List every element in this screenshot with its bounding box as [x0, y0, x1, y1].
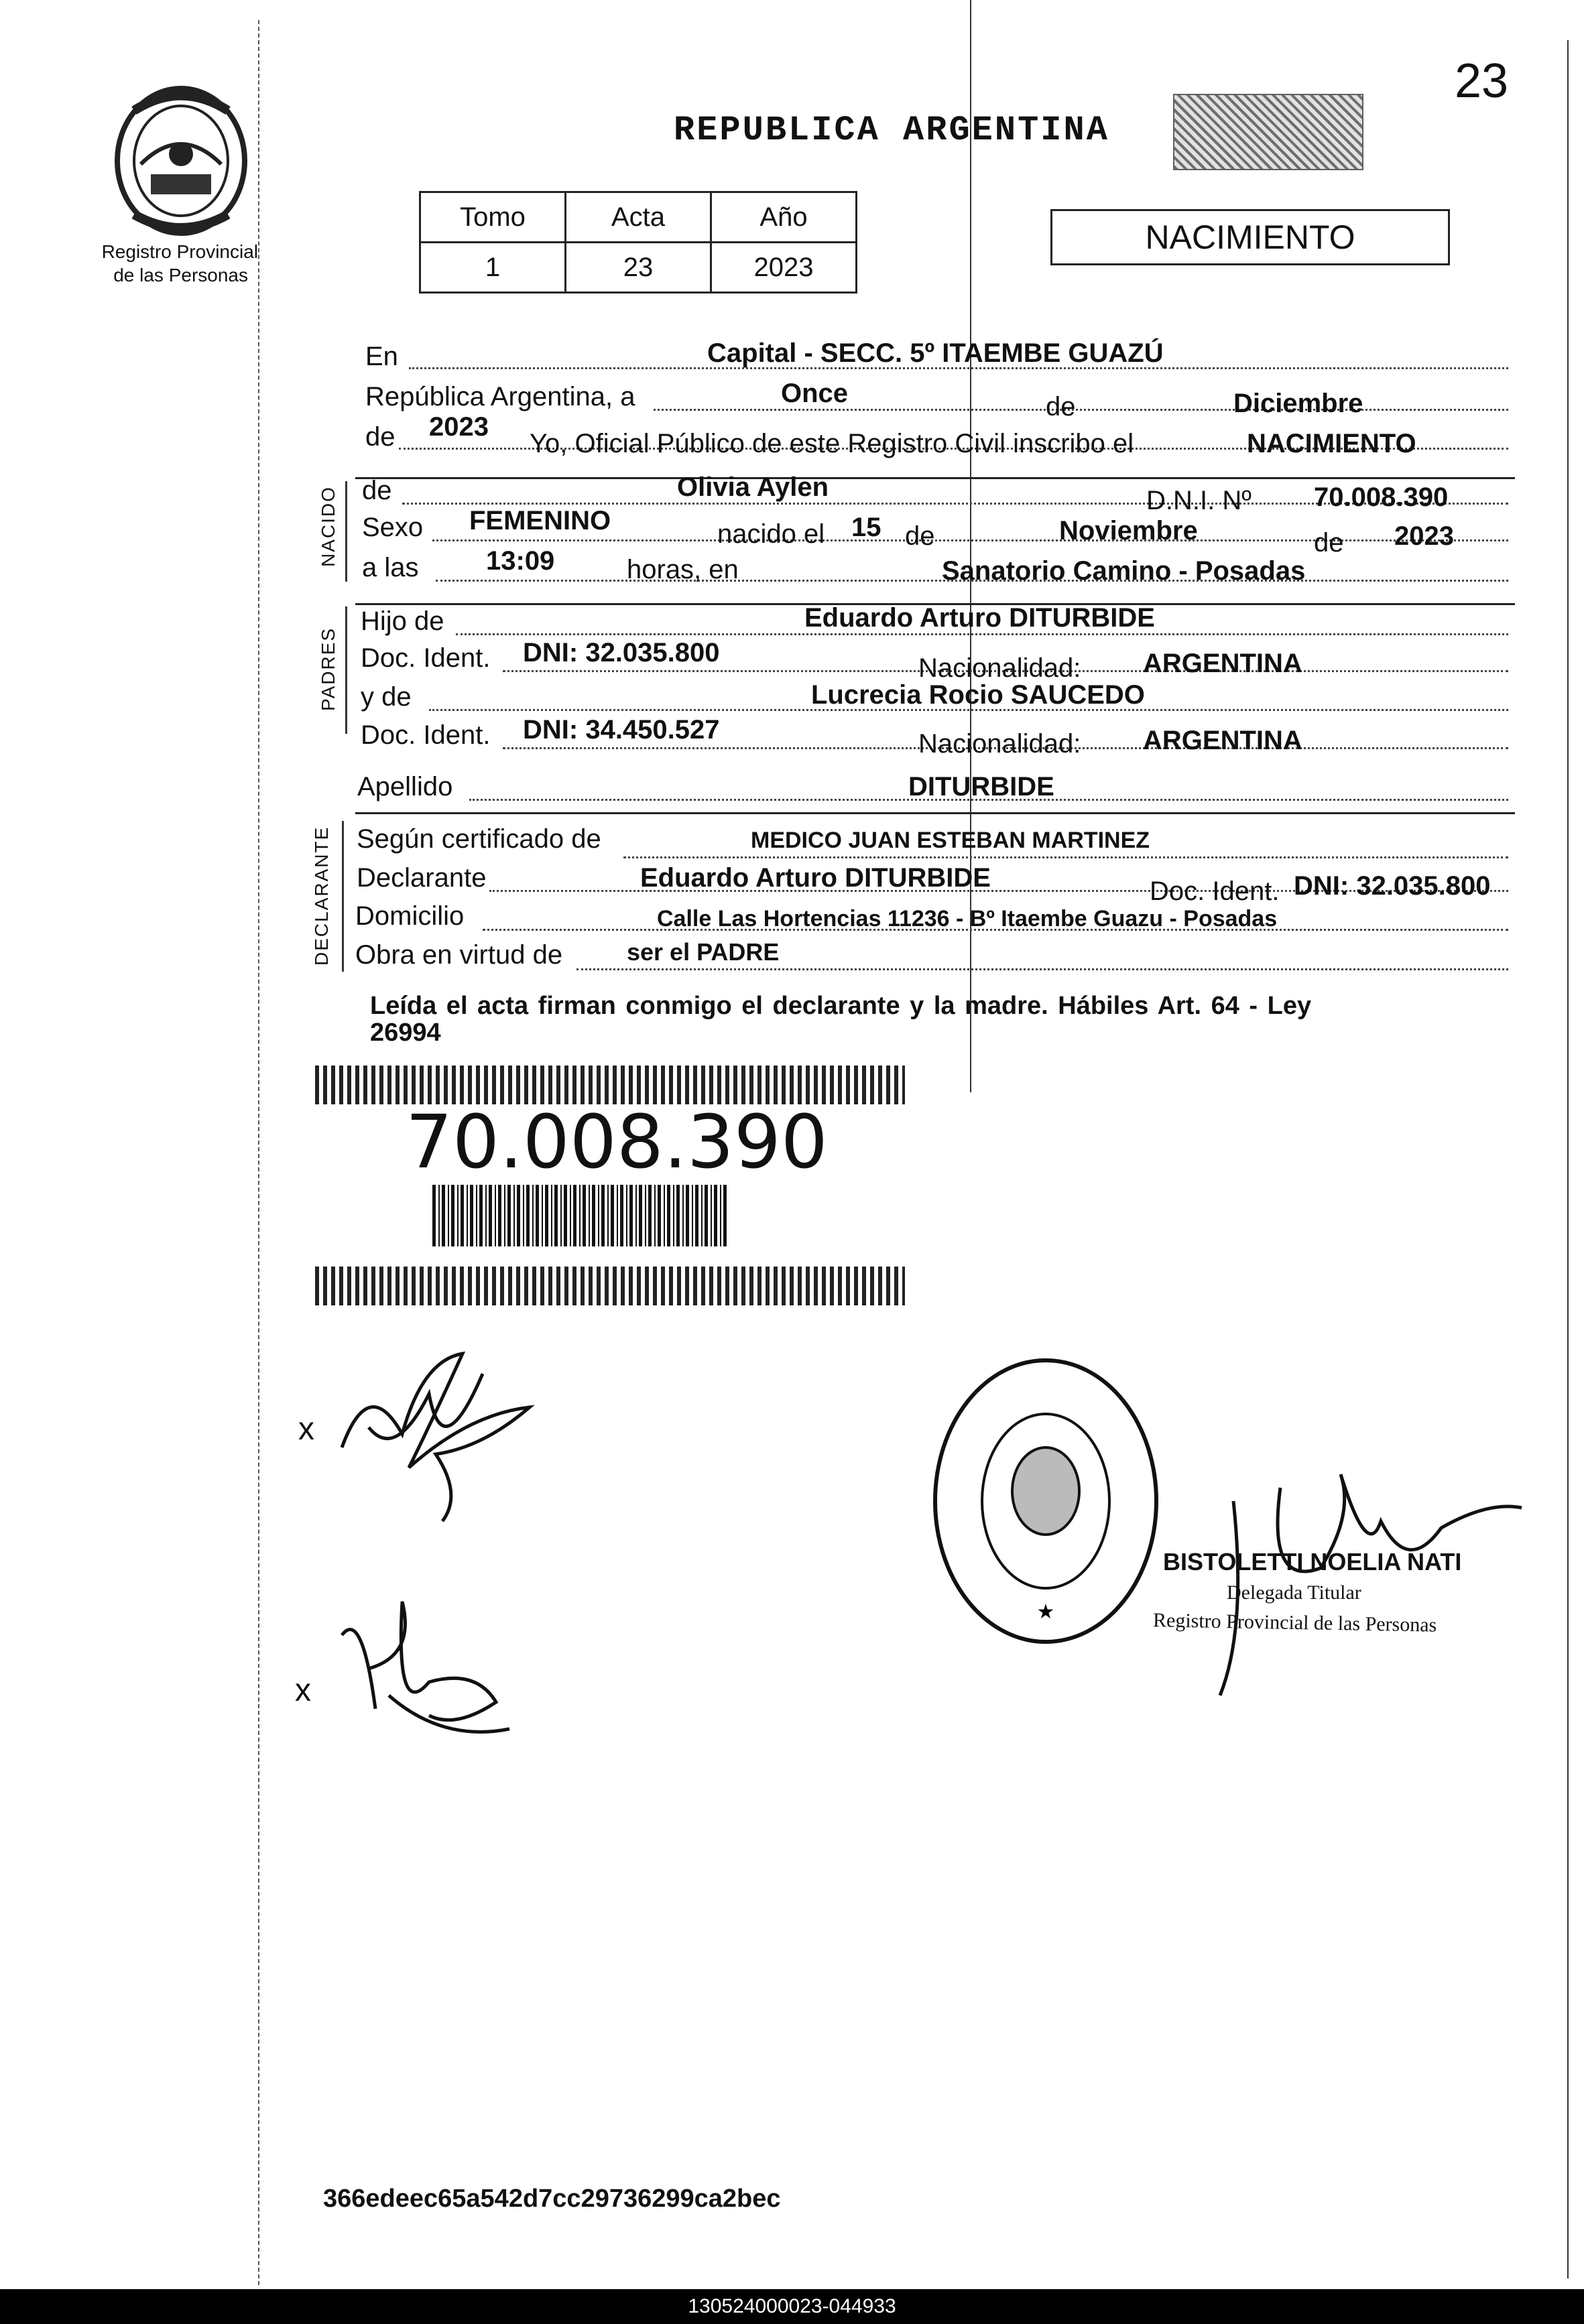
declarante-doc-label: Doc. Ident.: [1150, 877, 1280, 906]
svg-text:★: ★: [1036, 1601, 1055, 1623]
birth-month: Noviembre: [1059, 516, 1198, 545]
mother-doc: DNI: 34.450.527: [523, 715, 720, 745]
closing-line-2: 26994: [370, 1019, 441, 1047]
father-nationality: ARGENTINA: [1143, 649, 1302, 678]
birth-year: 2023: [1394, 521, 1454, 551]
sticker-barcode: [432, 1185, 727, 1246]
mother-nationality-label: Nacionalidad:: [918, 729, 1081, 759]
section-divider: [355, 477, 1515, 479]
official-name: BISTOLETTI NOELIA NATI: [1163, 1548, 1462, 1575]
official-registry: Registro Provincial de las Personas: [1152, 1609, 1437, 1636]
dotline: [432, 539, 1508, 541]
left-margin-line: [258, 20, 259, 2285]
de-label: de: [1046, 392, 1076, 422]
ano-header: Año: [711, 192, 857, 243]
declarante-signature: [328, 1334, 543, 1528]
declarante-bracket: [342, 821, 344, 972]
birth-time: 13:09: [486, 546, 555, 576]
nacido-de-label-2: de: [905, 521, 935, 551]
mother-nationality: ARGENTINA: [1143, 726, 1302, 755]
apellido-value: DITURBIDE: [908, 772, 1054, 801]
birth-day: 15: [851, 513, 881, 542]
domicilio-value: Calle Las Hortencias 11236 - Bº Itaembe Guazu - Posadas: [657, 906, 1278, 931]
place-value: Capital - SECC. 5º ITAEMBE GUAZÚ: [707, 338, 1164, 368]
mother-signature: [322, 1588, 543, 1749]
padres-bracket: [345, 606, 347, 734]
cert-value: MEDICO JUAN ESTEBAN MARTINEZ: [751, 828, 1150, 853]
dotline: [654, 409, 1508, 411]
hijo-de-label: Hijo de: [361, 606, 444, 636]
dotline: [456, 633, 1508, 635]
dotline: [576, 968, 1508, 970]
month-value: Diciembre: [1233, 389, 1363, 418]
acta-header: Acta: [566, 192, 711, 243]
birth-place: Sanatorio Camino - Posadas: [942, 556, 1306, 586]
y-de-label: y de: [361, 682, 412, 712]
signature-mark-declarante: x: [298, 1411, 314, 1447]
tomo-header: Tomo: [420, 192, 566, 243]
nacido-section-label: NACIDO: [318, 486, 339, 567]
act-kind-value: NACIMIENTO: [1247, 429, 1416, 458]
sexo-value: FEMENINO: [469, 506, 611, 535]
tomo-value: 1: [420, 243, 566, 293]
child-name: Olivia Aylen: [677, 472, 829, 502]
registro-text: Yo, Oficial Público de este Registro Civil inscribo el: [530, 429, 1134, 458]
nacido-de-label-3: de: [1314, 528, 1344, 558]
declarante-doc: DNI: 32.035.800: [1294, 871, 1491, 901]
sticker-pattern-bottom: [315, 1267, 905, 1305]
year-value: 2023: [429, 412, 489, 442]
nacido-el-label: nacido el: [717, 519, 825, 549]
document-title: REPUBLICA ARGENTINA: [674, 111, 1109, 150]
province-seal-logo: [104, 84, 258, 238]
obra-label: Obra en virtud de: [355, 940, 563, 970]
declarante-name: Eduardo Arturo DITURBIDE: [640, 863, 991, 893]
father-doc: DNI: 32.035.800: [523, 638, 720, 667]
dotline: [623, 856, 1508, 858]
father-doc-label: Doc. Ident.: [361, 643, 491, 673]
document-hash: 366edeec65a542d7cc29736299ca2bec: [323, 2185, 781, 2213]
year-prefix-label: de: [365, 422, 395, 452]
padres-section-label: PADRES: [318, 627, 339, 711]
right-margin-line: [1567, 40, 1569, 2278]
republica-label: República Argentina, a: [365, 382, 635, 411]
section-divider: [355, 812, 1515, 814]
domicilio-label: Domicilio: [355, 901, 465, 931]
nacido-bracket: [345, 481, 347, 582]
registry-name-line2: de las Personas: [113, 265, 248, 285]
acta-value: 23: [566, 243, 711, 293]
nacido-de-label: de: [362, 476, 392, 505]
sticker-number: 70.008.390: [406, 1099, 828, 1185]
father-nationality-label: Nacionalidad:: [918, 653, 1081, 683]
page-number: 23: [1455, 54, 1509, 108]
obra-value: ser el PADRE: [627, 938, 780, 966]
stamp-text: DELEGACION DEL REGISTRO DE LAS PERSONAS ITAEMBE GUAZÚ: [967, 1662, 1138, 1683]
signature-mark-madre: x: [295, 1673, 311, 1708]
closing-line-1: Leída el acta firman conmigo el declarante y la madre. Hábiles Art. 64 - Ley: [370, 992, 1312, 1020]
day-value: Once: [781, 379, 849, 408]
record-type-box: NACIMIENTO: [1050, 209, 1450, 265]
footer-code: 130524000023-044933: [0, 2289, 1584, 2324]
mother-doc-label: Doc. Ident.: [361, 720, 491, 750]
dni-label: D.N.I. Nº: [1146, 486, 1252, 515]
cert-label: Según certificado de: [357, 824, 601, 854]
child-dni: 70.008.390: [1314, 482, 1449, 512]
record-table: [419, 191, 857, 294]
registry-stamp: [925, 1354, 1166, 1649]
official-role: Delegada Titular: [1227, 1581, 1361, 1604]
declarante-section-label: DECLARANTE: [311, 826, 332, 966]
security-hologram: [1173, 94, 1363, 170]
sexo-label: Sexo: [362, 513, 424, 542]
horas-label: horas, en: [627, 555, 739, 584]
declarante-label: Declarante: [357, 863, 487, 893]
a-las-label: a las: [362, 553, 419, 582]
en-label: En: [365, 342, 398, 371]
mother-name: Lucrecia Rocio SAUCEDO: [811, 680, 1145, 710]
ano-value: 2023: [711, 243, 857, 293]
father-name: Eduardo Arturo DITURBIDE: [804, 603, 1155, 633]
apellido-label: Apellido: [357, 772, 453, 801]
registry-name-line1: Registro Provincial: [101, 241, 258, 262]
